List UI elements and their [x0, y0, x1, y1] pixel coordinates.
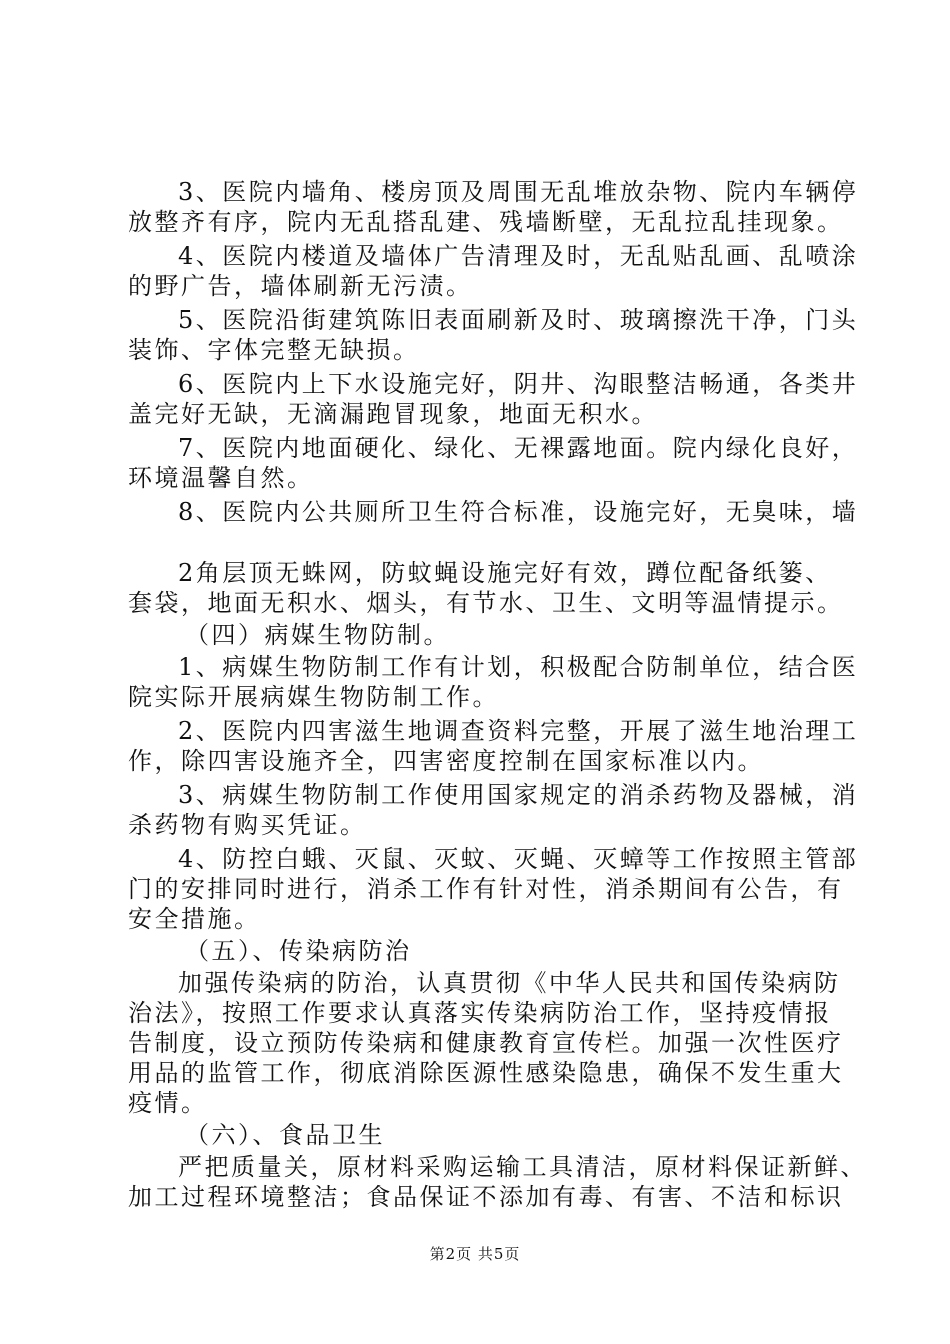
text-line: 疫情。: [128, 1089, 208, 1117]
text-line: 2、医院内四害滋生地调查资料完整，开展了滋生地治理工: [178, 717, 859, 745]
text-line: 放整齐有序，院内无乱搭乱建、残墙断壁，无乱拉乱挂现象。: [128, 208, 844, 236]
text-line: 严把质量关，原材料采购运输工具清洁，原材料保证新鲜、: [178, 1153, 867, 1181]
text-line: 环境温馨自然。: [128, 464, 314, 492]
text-line: 4、防控白蛾、灭鼠、灭蚊、灭蝇、灭蟑等工作按照主管部: [178, 845, 859, 873]
section-heading: （四）病媒生物防制。: [185, 621, 450, 649]
text-line: 8、医院内公共厕所卫生符合标准，设施完好，无臭味，墙: [178, 498, 859, 526]
text-line: 用品的监管工作，彻底消除医源性感染隐患，确保不发生重大: [128, 1059, 844, 1087]
text-line: 2角层顶无蛛网，防蚊蝇设施完好有效，蹲位配备纸篓、: [178, 559, 832, 587]
text-line: 门的安排同时进行，消杀工作有针对性，消杀期间有公告，有: [128, 875, 844, 903]
text-line: 作，除四害设施齐全，四害密度控制在国家标准以内。: [128, 747, 764, 775]
text-line: 装饰、字体完整无缺损。: [128, 336, 420, 364]
text-line: 院实际开展病媒生物防制工作。: [128, 683, 499, 711]
text-line: 1、病媒生物防制工作有计划，积极配合防制单位，结合医: [178, 653, 859, 681]
text-line: 加工过程环境整洁；食品保证不添加有毒、有害、不洁和标识: [128, 1183, 844, 1211]
text-line: 治法》，按照工作要求认真落实传染病防治工作，坚持疫情报: [128, 999, 832, 1027]
section-heading: （六）、食品卫生: [185, 1121, 385, 1149]
text-line: 的野广告，墙体刷新无污渍。: [128, 272, 473, 300]
text-line: 6、医院内上下水设施完好，阴井、沟眼整洁畅通，各类井: [178, 370, 859, 398]
text-line: 盖完好无缺，无滴漏跑冒现象，地面无积水。: [128, 400, 658, 428]
text-line: 4、医院内楼道及墙体广告清理及时，无乱贴乱画、乱喷涂: [178, 242, 859, 270]
text-line: 告制度，设立预防传染病和健康教育宣传栏。加强一次性医疗: [128, 1029, 844, 1057]
text-line: 3、病媒生物防制工作使用国家规定的消杀药物及器械，消: [178, 781, 859, 809]
text-line: 杀药物有购买凭证。: [128, 811, 367, 839]
section-heading: （五）、传染病防治: [185, 937, 412, 965]
text-line: 7、医院内地面硬化、绿化、无裸露地面。院内绿化良好，: [178, 434, 859, 462]
page-footer: 第2页 共5页: [429, 1245, 521, 1263]
text-line: 5、医院沿街建筑陈旧表面刷新及时、玻璃擦洗干净，门头: [178, 306, 859, 334]
text-line: 加强传染病的防治，认真贯彻《中华人民共和国传染病防: [178, 969, 841, 997]
text-line: 安全措施。: [128, 905, 261, 933]
text-line: 3、医院内墙角、楼房顶及周围无乱堆放杂物、院内车辆停: [178, 178, 859, 206]
text-line: 套袋，地面无积水、烟头，有节水、卫生、文明等温情提示。: [128, 589, 844, 617]
